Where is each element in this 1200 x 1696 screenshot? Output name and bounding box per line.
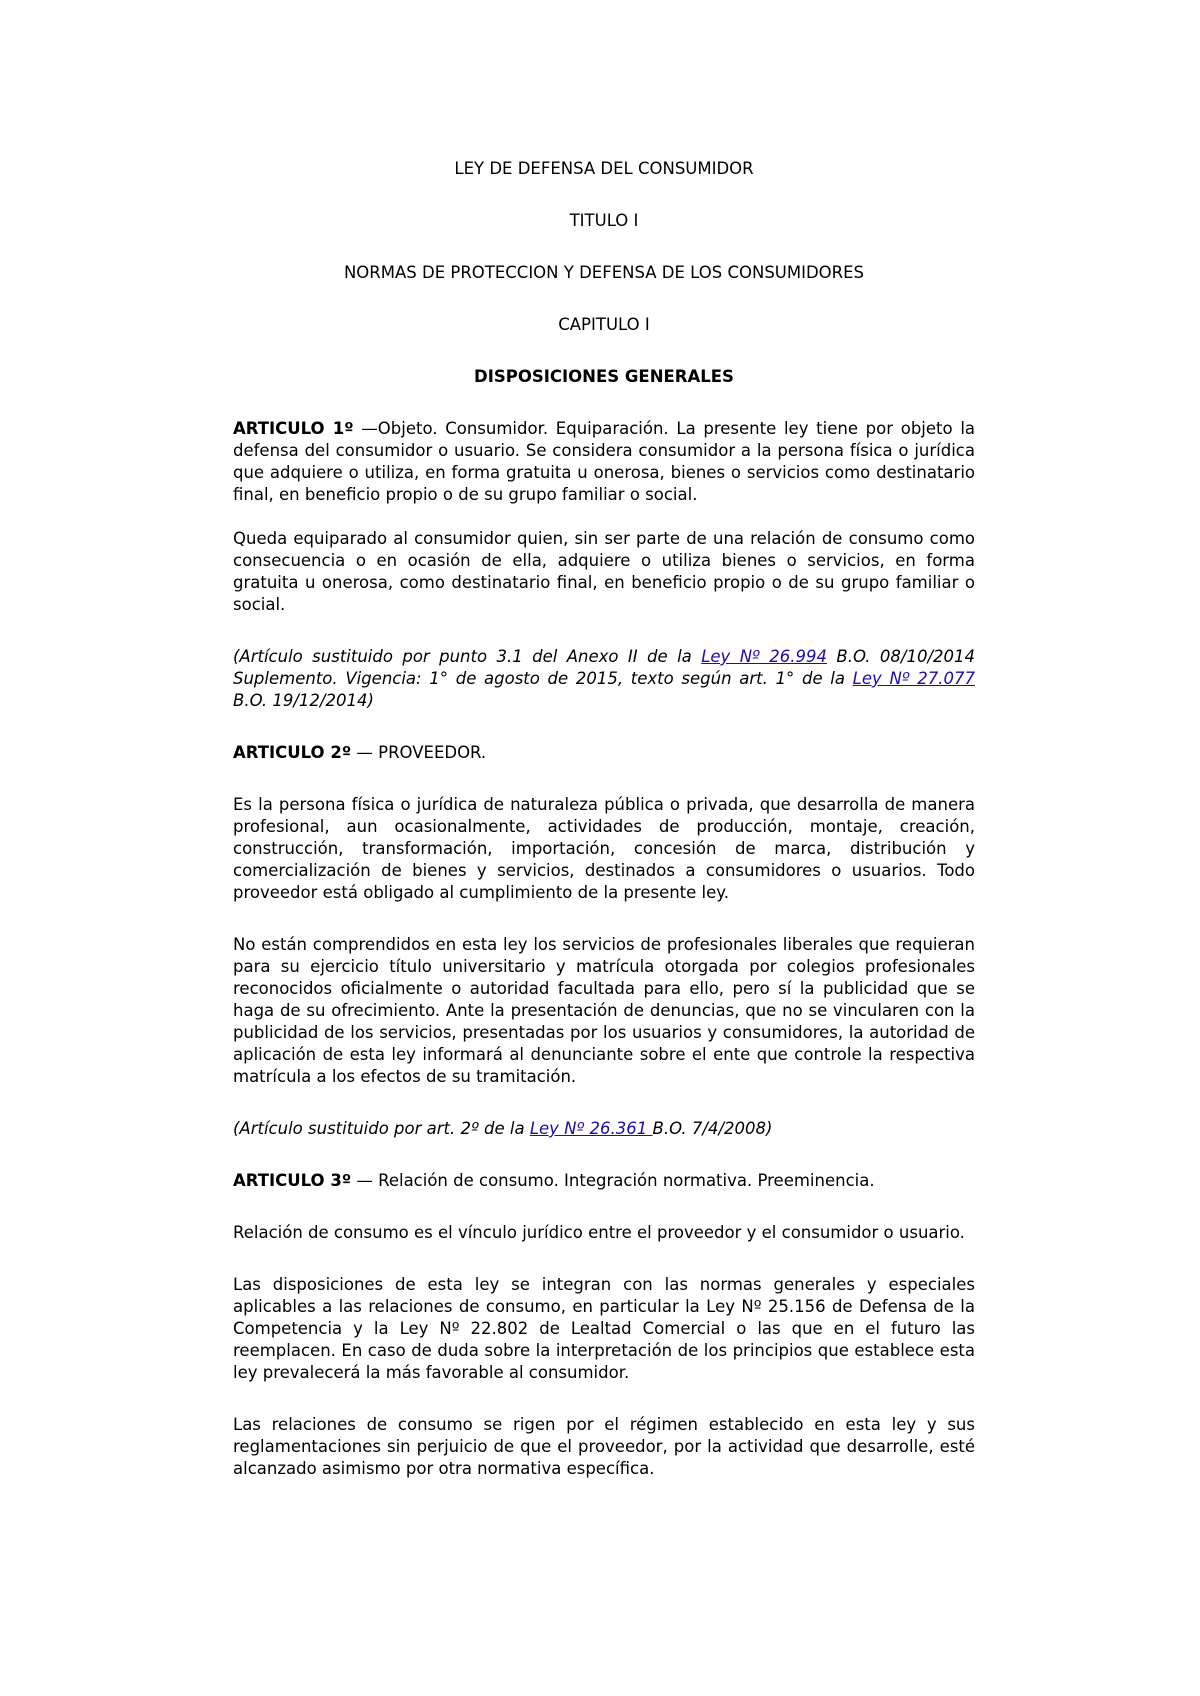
article-1-intro-text: —Objeto. Consumidor. Equiparación. La presente ley tiene por objeto la defensa del consumidor o usuario. Se considera consumidor a la persona física o jurídica que adquiere o utiliza, en forma gratuita u onerosa, bienes o servicios como destinatario final, en beneficio propio o de su grupo familiar o social. <box>233 419 976 504</box>
document-page <box>233 158 975 1510</box>
article-2-note-part-a: (Artículo sustituido por art. 2º de la <box>233 1119 530 1138</box>
article-2-note-part-b: B.O. 7/4/2008) <box>652 1119 773 1138</box>
title-heading: TITULO I <box>569 211 639 230</box>
article-3-paragraph-1: Relación de consumo es el vínculo jurídico entre el proveedor y el consumidor o usuario. <box>233 1223 965 1242</box>
ley-26994-link[interactable]: Ley Nº 26.994 <box>701 647 827 666</box>
article-2-paragraph-2: No están comprendidos en esta ley los servicios de profesionales liberales que requieran para su ejercicio título universitario y matrícula otorgada por colegios profesionales reconocidos oficialmente o autoridad facultada para ello, pero sí la publicidad que se haga de su ofrecimiento. Ante la presentación de denuncias, que no se vincularen con la publicidad de los servicios, presentadas por los usuarios y consumidores, la autoridad de aplicación de esta ley informará al denunciante sobre el ente que controle la respectiva matrícula a los efectos de su tramitación. <box>233 935 975 1086</box>
subtitle-heading: NORMAS DE PROTECCION Y DEFENSA DE LOS CONSUMIDORES <box>343 263 865 282</box>
article-1-note-part-b: B.O. 08/10/2014 Suplemento. Vigencia: 1° de agosto de 2015, texto según art. 1° de la <box>233 647 976 688</box>
article-2-note <box>233 1118 975 1140</box>
chapter-heading: CAPITULO I <box>558 315 650 334</box>
article-1-head: ARTICULO 1º <box>233 419 354 438</box>
article-3-paragraph-3: Las relaciones de consumo se rigen por el régimen establecido en esta ley y sus reglamentaciones sin perjuicio de que el proveedor, por la actividad que desarrolle, esté alcanzado asimismo por otra normativa específica. <box>233 1415 975 1478</box>
article-3-head: ARTICULO 3º <box>233 1171 352 1190</box>
article-3-paragraph-2: Las disposiciones de esta ley se integran con las normas generales y especiales aplicables a las relaciones de consumo, en particular la Ley Nº 25.156 de Defensa de la Competencia y la Ley Nº 22.802 de Lealtad Comercial o las que en el futuro las reemplacen. En caso de duda sobre la interpretación de los principios que establece esta ley prevalecerá la más favorable al consumidor. <box>233 1275 975 1382</box>
article-1-note-part-c: B.O. 19/12/2014) <box>233 691 374 710</box>
article-1-note <box>233 646 975 712</box>
ley-26361-link[interactable]: Ley Nº 26.361 <box>529 1119 653 1138</box>
article-1-note-part-a: (Artículo sustituido por punto 3.1 del Anexo II de la <box>233 647 702 666</box>
article-1-paragraph-2: Queda equiparado al consumidor quien, sin ser parte de una relación de consumo como consecuencia o en ocasión de ella, adquiere o utiliza bienes o servicios, en forma gratuita u onerosa, como destinatario final, en beneficio propio o de su grupo familiar o social. <box>233 529 975 614</box>
article-2-heading <box>233 742 975 764</box>
article-1-intro <box>233 418 975 506</box>
law-title: LEY DE DEFENSA DEL CONSUMIDOR <box>454 159 754 178</box>
article-2-paragraph-1: Es la persona física o jurídica de naturaleza pública o privada, que desarrolla de manera profesional, aun ocasionalmente, actividades de producción, montaje, creación, construcción, transformación, importación, concesión de marca, distribución y comercialización de bienes y servicios, destinados a consumidores o usuarios. Todo proveedor está obligado al cumplimiento de la presente ley. <box>233 795 975 902</box>
article-2-title: — PROVEEDOR. <box>351 743 487 762</box>
article-2-head: ARTICULO 2º <box>233 743 352 762</box>
chapter-name-heading: DISPOSICIONES GENERALES <box>474 367 734 386</box>
article-3-heading <box>233 1170 975 1192</box>
ley-27077-link[interactable]: Ley Nº 27.077 <box>852 669 976 688</box>
article-3-title: — Relación de consumo. Integración normativa. Preeminencia. <box>351 1171 875 1190</box>
